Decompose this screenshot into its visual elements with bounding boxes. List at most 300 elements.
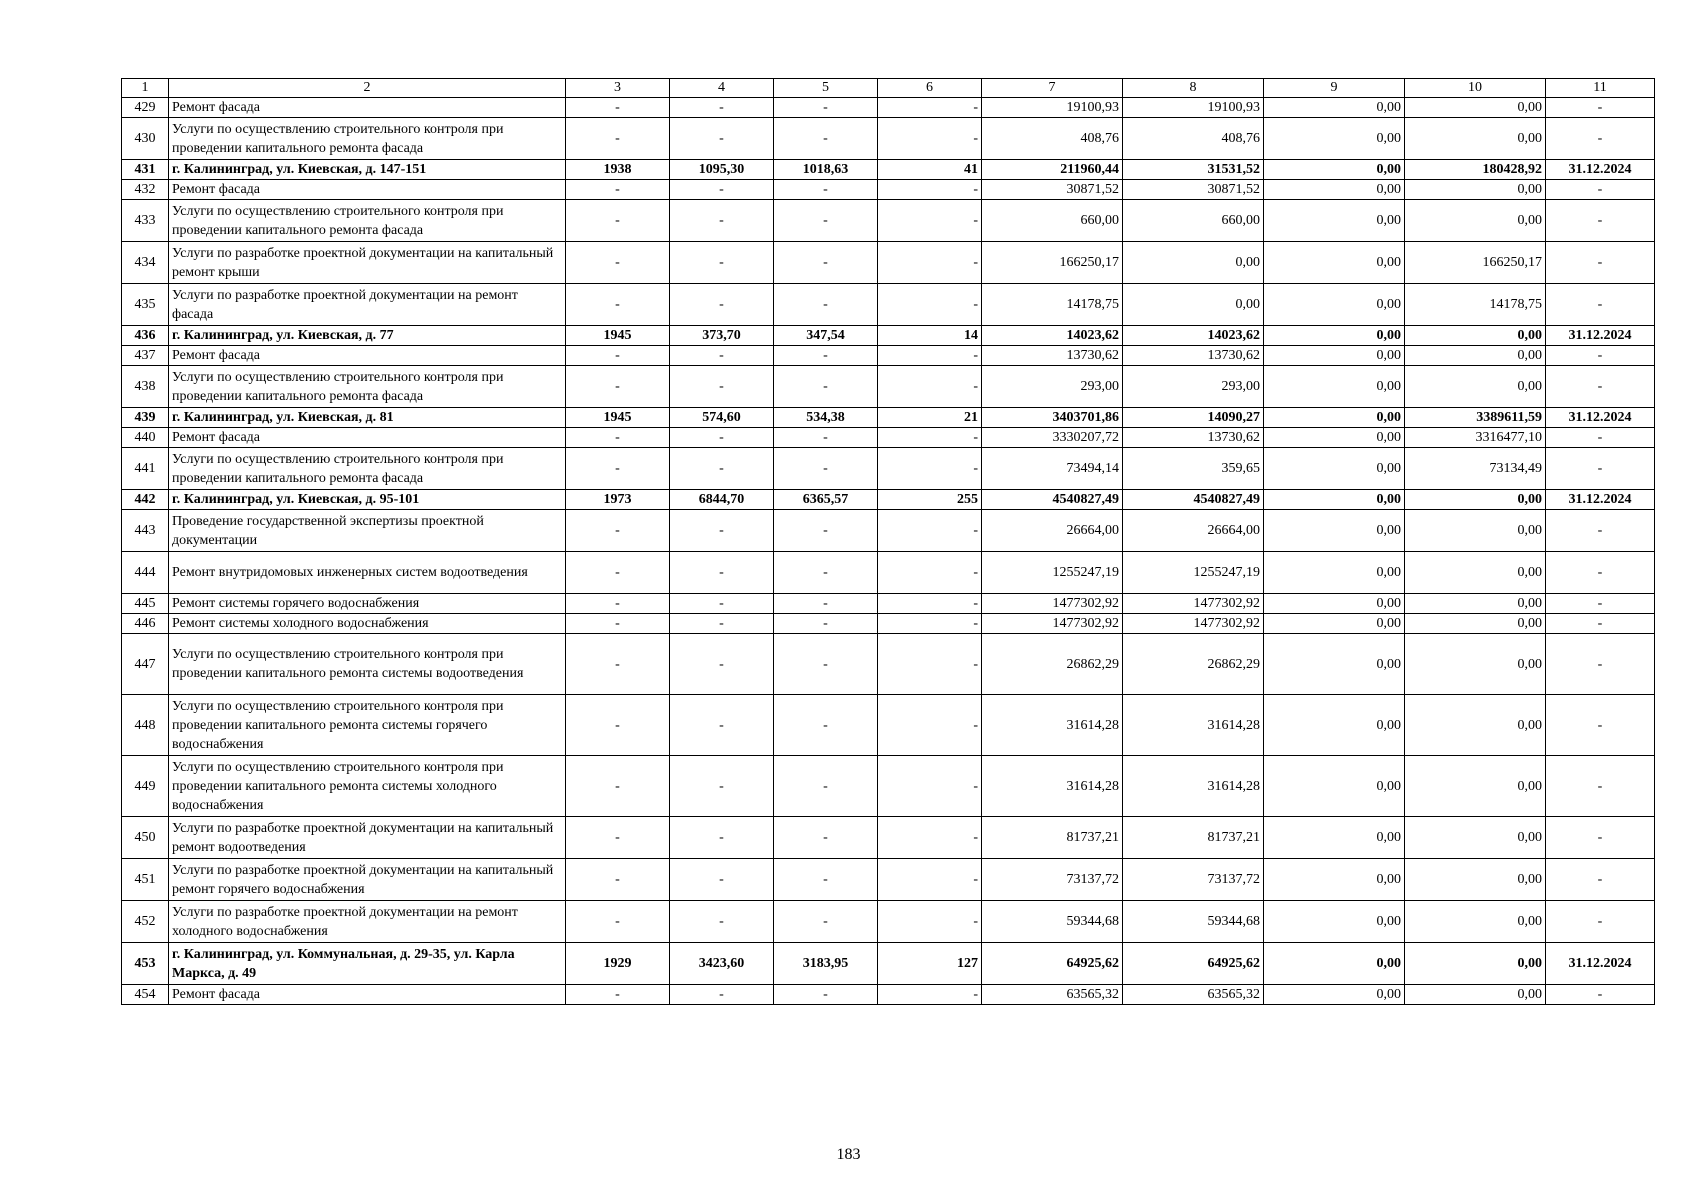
item-name-cell: г. Калининград, ул. Киевская, д. 81 bbox=[169, 408, 566, 428]
year-built-cell: - bbox=[566, 118, 670, 160]
deadline-cell: - bbox=[1546, 180, 1655, 200]
deadline-cell: 31.12.2024 bbox=[1546, 943, 1655, 985]
year-built-cell: 1929 bbox=[566, 943, 670, 985]
cost-budget-cell: 0,00 bbox=[1264, 510, 1405, 552]
table-row bbox=[122, 284, 1655, 326]
total-cost-cell: 1477302,92 bbox=[982, 614, 1123, 634]
table-row bbox=[122, 180, 1655, 200]
total-area-cell: - bbox=[670, 366, 774, 408]
living-area-cell: - bbox=[774, 366, 878, 408]
deadline-cell: - bbox=[1546, 510, 1655, 552]
living-area-cell: - bbox=[774, 594, 878, 614]
cost-other-cell: 0,00 bbox=[1405, 594, 1546, 614]
total-area-cell: - bbox=[670, 695, 774, 756]
total-cost-cell: 660,00 bbox=[982, 200, 1123, 242]
table-row bbox=[122, 510, 1655, 552]
year-built-cell: - bbox=[566, 634, 670, 695]
table-body bbox=[122, 98, 1655, 1005]
total-cost-cell: 3330207,72 bbox=[982, 428, 1123, 448]
residents-cell: - bbox=[878, 242, 982, 284]
cost-fund-cell: 0,00 bbox=[1123, 242, 1264, 284]
header-cell: 11 bbox=[1546, 79, 1655, 98]
cost-budget-cell: 0,00 bbox=[1264, 346, 1405, 366]
total-area-cell: 6844,70 bbox=[670, 490, 774, 510]
item-name-cell: Ремонт системы горячего водоснабжения bbox=[169, 594, 566, 614]
item-name-cell: Ремонт фасада bbox=[169, 428, 566, 448]
data-table bbox=[121, 78, 1655, 1005]
cost-other-cell: 166250,17 bbox=[1405, 242, 1546, 284]
cost-budget-cell: 0,00 bbox=[1264, 901, 1405, 943]
residents-cell: 41 bbox=[878, 160, 982, 180]
row-number-cell: 452 bbox=[122, 901, 169, 943]
year-built-cell: - bbox=[566, 346, 670, 366]
year-built-cell: - bbox=[566, 985, 670, 1005]
table-row bbox=[122, 614, 1655, 634]
row-number-cell: 447 bbox=[122, 634, 169, 695]
header-cell: 10 bbox=[1405, 79, 1546, 98]
cost-budget-cell: 0,00 bbox=[1264, 756, 1405, 817]
cost-budget-cell: 0,00 bbox=[1264, 180, 1405, 200]
row-number-cell: 441 bbox=[122, 448, 169, 490]
total-area-cell: - bbox=[670, 118, 774, 160]
total-cost-cell: 1255247,19 bbox=[982, 552, 1123, 594]
year-built-cell: - bbox=[566, 756, 670, 817]
residents-cell: - bbox=[878, 180, 982, 200]
cost-budget-cell: 0,00 bbox=[1264, 408, 1405, 428]
cost-budget-cell: 0,00 bbox=[1264, 817, 1405, 859]
year-built-cell: 1945 bbox=[566, 408, 670, 428]
total-cost-cell: 13730,62 bbox=[982, 346, 1123, 366]
cost-fund-cell: 1255247,19 bbox=[1123, 552, 1264, 594]
year-built-cell: - bbox=[566, 901, 670, 943]
total-area-cell: 574,60 bbox=[670, 408, 774, 428]
cost-other-cell: 0,00 bbox=[1405, 552, 1546, 594]
row-number-cell: 435 bbox=[122, 284, 169, 326]
table-row bbox=[122, 242, 1655, 284]
total-area-cell: - bbox=[670, 594, 774, 614]
cost-other-cell: 0,00 bbox=[1405, 614, 1546, 634]
year-built-cell: - bbox=[566, 552, 670, 594]
cost-other-cell: 14178,75 bbox=[1405, 284, 1546, 326]
table-row bbox=[122, 366, 1655, 408]
cost-other-cell: 180428,92 bbox=[1405, 160, 1546, 180]
header-row bbox=[122, 79, 1655, 98]
total-area-cell: - bbox=[670, 817, 774, 859]
cost-budget-cell: 0,00 bbox=[1264, 428, 1405, 448]
cost-fund-cell: 1477302,92 bbox=[1123, 614, 1264, 634]
total-area-cell: - bbox=[670, 634, 774, 695]
cost-other-cell: 0,00 bbox=[1405, 326, 1546, 346]
cost-other-cell: 0,00 bbox=[1405, 985, 1546, 1005]
total-area-cell: - bbox=[670, 614, 774, 634]
header-cell: 3 bbox=[566, 79, 670, 98]
table-row bbox=[122, 160, 1655, 180]
total-area-cell: - bbox=[670, 552, 774, 594]
page-number: 183 bbox=[836, 1146, 861, 1163]
cost-fund-cell: 64925,62 bbox=[1123, 943, 1264, 985]
header-cell: 6 bbox=[878, 79, 982, 98]
cost-other-cell: 0,00 bbox=[1405, 346, 1546, 366]
row-number-cell: 430 bbox=[122, 118, 169, 160]
cost-budget-cell: 0,00 bbox=[1264, 614, 1405, 634]
item-name-cell: г. Калининград, ул. Киевская, д. 77 bbox=[169, 326, 566, 346]
cost-fund-cell: 73137,72 bbox=[1123, 859, 1264, 901]
deadline-cell: - bbox=[1546, 428, 1655, 448]
year-built-cell: 1973 bbox=[566, 490, 670, 510]
year-built-cell: - bbox=[566, 428, 670, 448]
year-built-cell: - bbox=[566, 366, 670, 408]
cost-fund-cell: 59344,68 bbox=[1123, 901, 1264, 943]
cost-other-cell: 0,00 bbox=[1405, 490, 1546, 510]
total-area-cell: - bbox=[670, 510, 774, 552]
row-number-cell: 450 bbox=[122, 817, 169, 859]
year-built-cell: - bbox=[566, 242, 670, 284]
year-built-cell: 1945 bbox=[566, 326, 670, 346]
table-row bbox=[122, 118, 1655, 160]
cost-other-cell: 3316477,10 bbox=[1405, 428, 1546, 448]
cost-fund-cell: 26862,29 bbox=[1123, 634, 1264, 695]
row-number-cell: 453 bbox=[122, 943, 169, 985]
total-area-cell: - bbox=[670, 756, 774, 817]
deadline-cell: - bbox=[1546, 346, 1655, 366]
residents-cell: - bbox=[878, 817, 982, 859]
living-area-cell: - bbox=[774, 695, 878, 756]
living-area-cell: - bbox=[774, 985, 878, 1005]
living-area-cell: - bbox=[774, 614, 878, 634]
cost-budget-cell: 0,00 bbox=[1264, 326, 1405, 346]
cost-budget-cell: 0,00 bbox=[1264, 594, 1405, 614]
header-cell: 2 bbox=[169, 79, 566, 98]
living-area-cell: 347,54 bbox=[774, 326, 878, 346]
cost-other-cell: 0,00 bbox=[1405, 901, 1546, 943]
living-area-cell: - bbox=[774, 634, 878, 695]
total-cost-cell: 4540827,49 bbox=[982, 490, 1123, 510]
year-built-cell: 1938 bbox=[566, 160, 670, 180]
table-row bbox=[122, 859, 1655, 901]
cost-other-cell: 3389611,59 bbox=[1405, 408, 1546, 428]
item-name-cell: Услуги по осуществлению строительного контроля при проведении капитального ремонта фасада bbox=[169, 366, 566, 408]
row-number-cell: 451 bbox=[122, 859, 169, 901]
table-row bbox=[122, 326, 1655, 346]
cost-budget-cell: 0,00 bbox=[1264, 448, 1405, 490]
deadline-cell: 31.12.2024 bbox=[1546, 160, 1655, 180]
cost-other-cell: 0,00 bbox=[1405, 510, 1546, 552]
item-name-cell: Ремонт фасада bbox=[169, 985, 566, 1005]
row-number-cell: 432 bbox=[122, 180, 169, 200]
cost-fund-cell: 13730,62 bbox=[1123, 346, 1264, 366]
cost-other-cell: 0,00 bbox=[1405, 118, 1546, 160]
table-row bbox=[122, 817, 1655, 859]
cost-other-cell: 0,00 bbox=[1405, 98, 1546, 118]
cost-budget-cell: 0,00 bbox=[1264, 98, 1405, 118]
total-cost-cell: 14178,75 bbox=[982, 284, 1123, 326]
living-area-cell: - bbox=[774, 346, 878, 366]
total-area-cell: - bbox=[670, 242, 774, 284]
total-cost-cell: 64925,62 bbox=[982, 943, 1123, 985]
living-area-cell: 6365,57 bbox=[774, 490, 878, 510]
header-cell: 9 bbox=[1264, 79, 1405, 98]
living-area-cell: 1018,63 bbox=[774, 160, 878, 180]
residents-cell: - bbox=[878, 756, 982, 817]
living-area-cell: - bbox=[774, 859, 878, 901]
row-number-cell: 442 bbox=[122, 490, 169, 510]
deadline-cell: - bbox=[1546, 284, 1655, 326]
table-row bbox=[122, 490, 1655, 510]
table-row bbox=[122, 695, 1655, 756]
deadline-cell: 31.12.2024 bbox=[1546, 408, 1655, 428]
item-name-cell: Услуги по осуществлению строительного контроля при проведении капитального ремонта системы горячего водоснабжения bbox=[169, 695, 566, 756]
total-cost-cell: 19100,93 bbox=[982, 98, 1123, 118]
cost-fund-cell: 359,65 bbox=[1123, 448, 1264, 490]
year-built-cell: - bbox=[566, 614, 670, 634]
deadline-cell: - bbox=[1546, 552, 1655, 594]
residents-cell: 255 bbox=[878, 490, 982, 510]
row-number-cell: 440 bbox=[122, 428, 169, 448]
deadline-cell: - bbox=[1546, 859, 1655, 901]
cost-budget-cell: 0,00 bbox=[1264, 490, 1405, 510]
item-name-cell: г. Калининград, ул. Киевская, д. 95-101 bbox=[169, 490, 566, 510]
deadline-cell: - bbox=[1546, 448, 1655, 490]
year-built-cell: - bbox=[566, 448, 670, 490]
header-cell: 8 bbox=[1123, 79, 1264, 98]
table-row bbox=[122, 943, 1655, 985]
table-row bbox=[122, 634, 1655, 695]
cost-fund-cell: 19100,93 bbox=[1123, 98, 1264, 118]
total-cost-cell: 166250,17 bbox=[982, 242, 1123, 284]
total-cost-cell: 73137,72 bbox=[982, 859, 1123, 901]
residents-cell: - bbox=[878, 366, 982, 408]
deadline-cell: - bbox=[1546, 594, 1655, 614]
residents-cell: - bbox=[878, 594, 982, 614]
total-area-cell: - bbox=[670, 901, 774, 943]
row-number-cell: 436 bbox=[122, 326, 169, 346]
total-cost-cell: 73494,14 bbox=[982, 448, 1123, 490]
cost-budget-cell: 0,00 bbox=[1264, 284, 1405, 326]
item-name-cell: Услуги по разработке проектной документации на капитальный ремонт крыши bbox=[169, 242, 566, 284]
row-number-cell: 448 bbox=[122, 695, 169, 756]
item-name-cell: г. Калининград, ул. Коммунальная, д. 29-35, ул. Карла Маркса, д. 49 bbox=[169, 943, 566, 985]
total-area-cell: - bbox=[670, 448, 774, 490]
table-header bbox=[122, 79, 1655, 98]
deadline-cell: - bbox=[1546, 242, 1655, 284]
cost-budget-cell: 0,00 bbox=[1264, 634, 1405, 695]
living-area-cell: - bbox=[774, 448, 878, 490]
header-cell: 1 bbox=[122, 79, 169, 98]
total-cost-cell: 14023,62 bbox=[982, 326, 1123, 346]
deadline-cell: - bbox=[1546, 634, 1655, 695]
cost-fund-cell: 1477302,92 bbox=[1123, 594, 1264, 614]
cost-fund-cell: 293,00 bbox=[1123, 366, 1264, 408]
residents-cell: - bbox=[878, 901, 982, 943]
total-cost-cell: 1477302,92 bbox=[982, 594, 1123, 614]
total-cost-cell: 3403701,86 bbox=[982, 408, 1123, 428]
item-name-cell: Услуги по осуществлению строительного контроля при проведении капитального ремонта фасада bbox=[169, 118, 566, 160]
residents-cell: - bbox=[878, 634, 982, 695]
cost-budget-cell: 0,00 bbox=[1264, 200, 1405, 242]
total-area-cell: 3423,60 bbox=[670, 943, 774, 985]
item-name-cell: Ремонт внутридомовых инженерных систем водоотведения bbox=[169, 552, 566, 594]
table-row bbox=[122, 200, 1655, 242]
cost-budget-cell: 0,00 bbox=[1264, 366, 1405, 408]
residents-cell: - bbox=[878, 552, 982, 594]
cost-budget-cell: 0,00 bbox=[1264, 242, 1405, 284]
total-area-cell: - bbox=[670, 346, 774, 366]
cost-fund-cell: 31614,28 bbox=[1123, 695, 1264, 756]
residents-cell: - bbox=[878, 284, 982, 326]
cost-fund-cell: 31614,28 bbox=[1123, 756, 1264, 817]
table-row bbox=[122, 346, 1655, 366]
residents-cell: - bbox=[878, 510, 982, 552]
table-row bbox=[122, 901, 1655, 943]
residents-cell: - bbox=[878, 118, 982, 160]
cost-fund-cell: 660,00 bbox=[1123, 200, 1264, 242]
living-area-cell: - bbox=[774, 901, 878, 943]
residents-cell: 21 bbox=[878, 408, 982, 428]
item-name-cell: Ремонт фасада bbox=[169, 180, 566, 200]
cost-fund-cell: 30871,52 bbox=[1123, 180, 1264, 200]
deadline-cell: 31.12.2024 bbox=[1546, 326, 1655, 346]
total-cost-cell: 81737,21 bbox=[982, 817, 1123, 859]
cost-budget-cell: 0,00 bbox=[1264, 118, 1405, 160]
living-area-cell: - bbox=[774, 200, 878, 242]
total-cost-cell: 59344,68 bbox=[982, 901, 1123, 943]
deadline-cell: - bbox=[1546, 817, 1655, 859]
total-area-cell: - bbox=[670, 98, 774, 118]
cost-fund-cell: 14023,62 bbox=[1123, 326, 1264, 346]
deadline-cell: - bbox=[1546, 756, 1655, 817]
year-built-cell: - bbox=[566, 817, 670, 859]
cost-other-cell: 0,00 bbox=[1405, 695, 1546, 756]
header-cell: 5 bbox=[774, 79, 878, 98]
total-area-cell: - bbox=[670, 428, 774, 448]
table-row bbox=[122, 985, 1655, 1005]
residents-cell: - bbox=[878, 428, 982, 448]
total-area-cell: 1095,30 bbox=[670, 160, 774, 180]
total-cost-cell: 26862,29 bbox=[982, 634, 1123, 695]
cost-budget-cell: 0,00 bbox=[1264, 552, 1405, 594]
living-area-cell: - bbox=[774, 817, 878, 859]
deadline-cell: - bbox=[1546, 614, 1655, 634]
cost-budget-cell: 0,00 bbox=[1264, 943, 1405, 985]
residents-cell: 14 bbox=[878, 326, 982, 346]
residents-cell: 127 bbox=[878, 943, 982, 985]
living-area-cell: 3183,95 bbox=[774, 943, 878, 985]
cost-fund-cell: 13730,62 bbox=[1123, 428, 1264, 448]
living-area-cell: - bbox=[774, 98, 878, 118]
total-cost-cell: 211960,44 bbox=[982, 160, 1123, 180]
cost-budget-cell: 0,00 bbox=[1264, 160, 1405, 180]
deadline-cell: - bbox=[1546, 985, 1655, 1005]
deadline-cell: - bbox=[1546, 98, 1655, 118]
header-cell: 4 bbox=[670, 79, 774, 98]
item-name-cell: Услуги по разработке проектной документации на ремонт фасада bbox=[169, 284, 566, 326]
residents-cell: - bbox=[878, 614, 982, 634]
item-name-cell: Услуги по осуществлению строительного контроля при проведении капитального ремонта фасада bbox=[169, 200, 566, 242]
row-number-cell: 431 bbox=[122, 160, 169, 180]
cost-budget-cell: 0,00 bbox=[1264, 859, 1405, 901]
residents-cell: - bbox=[878, 448, 982, 490]
deadline-cell: 31.12.2024 bbox=[1546, 490, 1655, 510]
year-built-cell: - bbox=[566, 859, 670, 901]
table-row bbox=[122, 408, 1655, 428]
item-name-cell: Услуги по разработке проектной документации на капитальный ремонт горячего водоснабжения bbox=[169, 859, 566, 901]
residents-cell: - bbox=[878, 98, 982, 118]
year-built-cell: - bbox=[566, 594, 670, 614]
total-cost-cell: 30871,52 bbox=[982, 180, 1123, 200]
total-area-cell: - bbox=[670, 859, 774, 901]
row-number-cell: 437 bbox=[122, 346, 169, 366]
row-number-cell: 445 bbox=[122, 594, 169, 614]
living-area-cell: - bbox=[774, 180, 878, 200]
living-area-cell: - bbox=[774, 118, 878, 160]
living-area-cell: - bbox=[774, 284, 878, 326]
cost-other-cell: 0,00 bbox=[1405, 200, 1546, 242]
deadline-cell: - bbox=[1546, 695, 1655, 756]
cost-fund-cell: 31531,52 bbox=[1123, 160, 1264, 180]
item-name-cell: Услуги по осуществлению строительного контроля при проведении капитального ремонта системы холодного водоснабжения bbox=[169, 756, 566, 817]
living-area-cell: - bbox=[774, 428, 878, 448]
item-name-cell: Ремонт системы холодного водоснабжения bbox=[169, 614, 566, 634]
item-name-cell: Услуги по осуществлению строительного контроля при проведении капитального ремонта фасада bbox=[169, 448, 566, 490]
cost-other-cell: 0,00 bbox=[1405, 366, 1546, 408]
total-area-cell: - bbox=[670, 180, 774, 200]
cost-fund-cell: 0,00 bbox=[1123, 284, 1264, 326]
living-area-cell: 534,38 bbox=[774, 408, 878, 428]
total-cost-cell: 26664,00 bbox=[982, 510, 1123, 552]
cost-other-cell: 0,00 bbox=[1405, 943, 1546, 985]
residents-cell: - bbox=[878, 695, 982, 756]
cost-fund-cell: 26664,00 bbox=[1123, 510, 1264, 552]
cost-fund-cell: 81737,21 bbox=[1123, 817, 1264, 859]
cost-other-cell: 0,00 bbox=[1405, 817, 1546, 859]
cost-budget-cell: 0,00 bbox=[1264, 985, 1405, 1005]
year-built-cell: - bbox=[566, 200, 670, 242]
table-row bbox=[122, 98, 1655, 118]
cost-other-cell: 73134,49 bbox=[1405, 448, 1546, 490]
item-name-cell: Услуги по разработке проектной документации на капитальный ремонт водоотведения bbox=[169, 817, 566, 859]
row-number-cell: 439 bbox=[122, 408, 169, 428]
total-cost-cell: 293,00 bbox=[982, 366, 1123, 408]
cost-other-cell: 0,00 bbox=[1405, 634, 1546, 695]
table-row bbox=[122, 552, 1655, 594]
row-number-cell: 438 bbox=[122, 366, 169, 408]
row-number-cell: 433 bbox=[122, 200, 169, 242]
row-number-cell: 429 bbox=[122, 98, 169, 118]
cost-fund-cell: 14090,27 bbox=[1123, 408, 1264, 428]
table-row bbox=[122, 594, 1655, 614]
row-number-cell: 449 bbox=[122, 756, 169, 817]
deadline-cell: - bbox=[1546, 200, 1655, 242]
living-area-cell: - bbox=[774, 552, 878, 594]
total-area-cell: - bbox=[670, 284, 774, 326]
table-row bbox=[122, 428, 1655, 448]
year-built-cell: - bbox=[566, 510, 670, 552]
table-row bbox=[122, 448, 1655, 490]
total-cost-cell: 31614,28 bbox=[982, 695, 1123, 756]
total-cost-cell: 31614,28 bbox=[982, 756, 1123, 817]
item-name-cell: Проведение государственной экспертизы проектной документации bbox=[169, 510, 566, 552]
total-cost-cell: 408,76 bbox=[982, 118, 1123, 160]
row-number-cell: 434 bbox=[122, 242, 169, 284]
year-built-cell: - bbox=[566, 98, 670, 118]
total-area-cell: - bbox=[670, 200, 774, 242]
year-built-cell: - bbox=[566, 180, 670, 200]
item-name-cell: Ремонт фасада bbox=[169, 346, 566, 366]
cost-budget-cell: 0,00 bbox=[1264, 695, 1405, 756]
total-area-cell: - bbox=[670, 985, 774, 1005]
living-area-cell: - bbox=[774, 510, 878, 552]
cost-other-cell: 0,00 bbox=[1405, 180, 1546, 200]
